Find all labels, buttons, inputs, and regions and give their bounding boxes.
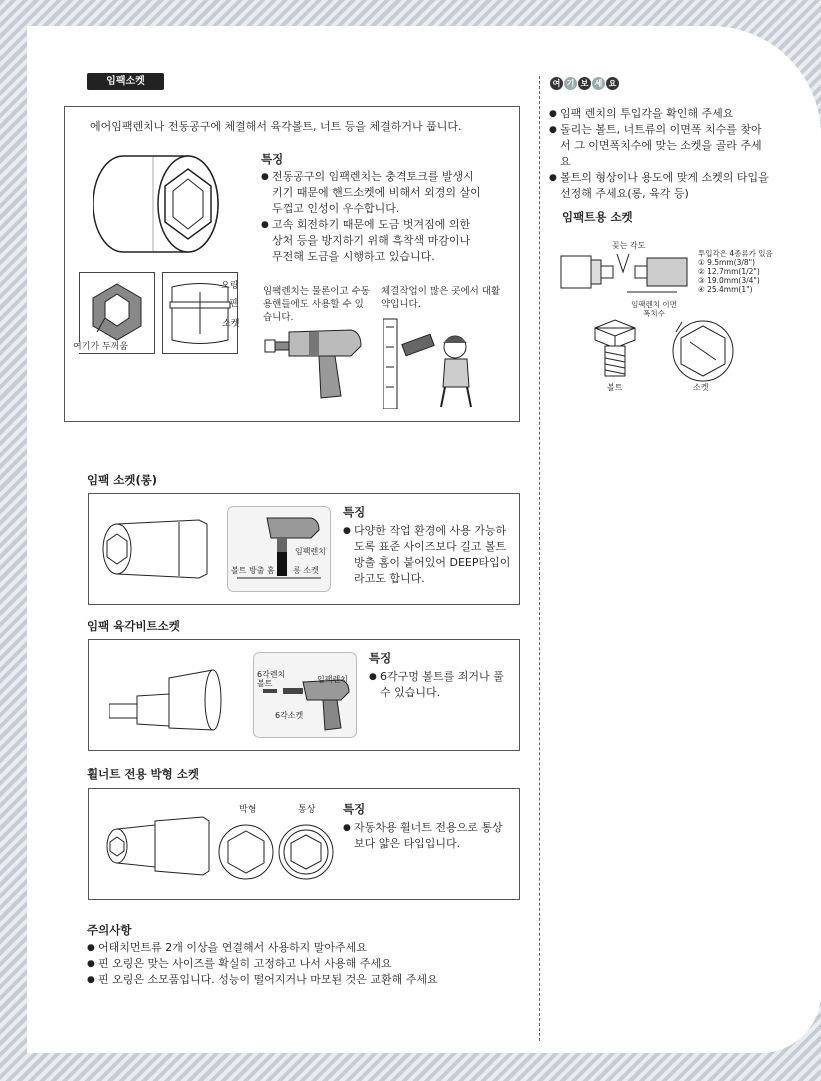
drive-label: 꽂는 각도 [612,241,646,250]
diagram-title: 임팩트용 소켓 [562,210,633,224]
long-img-groove-label: 볼트 방출 홈 [231,566,275,575]
hex-socket-usage-illustration [253,652,357,738]
intro-text: 에어임팩렌치나 전동공구에 체결해서 육각볼트, 너트 등을 체결하거나 풉니다. [90,120,462,133]
caution-title: 주의사항 [87,923,132,937]
wheel-socket-illustration [99,811,219,881]
thickness-label: 여기가 두꺼움 [73,342,129,352]
hex-socket-panel [88,639,520,751]
hex-feature-list [369,669,514,701]
caution-item: ● 핀 오링은 소모품입니다. 성능이 떨어지거나 마모된 것은 교환해 주세요 [87,972,527,988]
impact-socket-panel [64,106,520,422]
oring-label: 오링 [221,281,239,291]
long-socket-panel [88,493,520,605]
long-feature-title: 특징 [343,505,366,519]
work-caption: 체결작업이 많은 곳에서 대활약입니다. [381,286,501,310]
long-feature-list [343,523,513,587]
long-socket-title: 임팩 소켓(롱) [87,473,158,487]
wheel-socket-title: 휠너트 전용 박형 소켓 [87,767,199,781]
main-feature-list [261,169,483,265]
drive-angle-diagram [557,248,697,296]
drive-size-item: ① 9.5mm(3/8") [698,258,756,267]
bolt-illustration [589,318,641,380]
hex-feature-item: ● 6각구멍 볼트를 죄거나 풀 수 있습니다. [369,669,514,701]
main-feature-title: 특징 [261,152,284,166]
socket-face-illustration [670,318,736,384]
long-img-wrench-label: 임팩렌치 [295,547,326,556]
wheel-socket-panel [88,788,520,900]
hex-img-socket-label: 6각소켓 [275,711,304,720]
tip-item: ● 임팩 렌치의 투입각을 확인해 주세요 [549,106,769,122]
header-char: 여 [550,77,563,90]
section-tag: 임팩소켓 [87,73,164,90]
column-divider [539,76,540,1041]
caution-item: ● 어태치먼트류 2개 이상을 연결해서 사용하지 말아주세요 [87,940,527,956]
wheel-feature-item: ● 자동차용 휠너트 전용으로 통상보다 얇은 타입입니다. [343,820,513,852]
page [27,26,821,1053]
wheel-feature-title: 특징 [343,802,366,816]
main-feature-item: ● 고속 회전하기 때문에 도금 벗겨짐에 의한 상처 등을 방지하기 위해 흑착색 마감이나 무전해 도금을 시행하고 있습니다. [261,217,483,265]
tips-header [550,71,620,90]
pin-label: 핀 [229,299,238,309]
hex-bit-socket-illustration [109,660,229,738]
header-char: 기 [564,77,577,90]
bolt-label: 볼트 [607,383,623,392]
long-img-socket-label: 롱 소켓 [293,566,319,575]
hex-feature-title: 특징 [369,651,392,665]
drive-sizes-list [698,258,778,294]
wrench-caption: 임팩렌치는 물론이고 수동용핸들에도 사용할 수 있습니다. [263,286,370,323]
wheel-normal-label: 통상 [298,805,316,815]
across-flats-label: 임팩렌치 이면폭치수 [631,300,677,318]
thin-socket-face-icon [217,823,275,881]
caution-list [87,940,527,988]
tip-item: ● 돌리는 볼트, 너트류의 이면폭 치수를 찾아서 그 이면폭치수에 맞는 소켓을 골라 주세요 [549,122,769,170]
hex-socket-title: 임팩 육각비트소켓 [87,619,180,633]
socket-label: 소켓 [222,319,240,329]
drive-size-item: ④ 25.4mm(1") [698,285,753,294]
long-socket-illustration [99,510,219,588]
tips-list [549,106,769,202]
caution-item: ● 핀 오링은 맞는 사이즈를 확실히 고정하고 나서 사용해 주세요 [87,956,527,972]
tip-item: ● 볼트의 형상이나 용도에 맞게 소켓의 타입을 선정해 주세요(롱, 육각 등) [549,170,769,202]
hex-img-bolt-label: 6각렌치 볼트 [257,670,286,688]
drive-sizes-title: 투입각은 4종류가 있음 [698,249,773,258]
impact-socket-illustration [93,141,243,261]
wheel-feature-list [343,820,513,852]
main-feature-item: ● 전동공구의 임팩렌치는 충격토크를 발생시키기 때문에 핸드소켓에 비해서 외경의 살이 두껍고 인성이 우수합니다. [261,169,483,217]
normal-socket-face-icon [277,823,335,881]
drive-size-item: ③ 19.0mm(3/4") [698,276,760,285]
hex-img-wrench-label: 임팩렌치 [317,675,348,684]
header-char: 보 [578,77,591,90]
socket-face-label: 소켓 [693,383,709,392]
impact-wrench-illustration [263,322,375,402]
header-char: 세 [592,77,605,90]
wheel-thin-label: 박형 [239,805,257,815]
header-char: 요 [606,77,619,90]
drive-size-item: ② 12.7mm(1/2") [698,267,760,276]
long-feature-item: ● 다양한 작업 환경에 사용 가능하도록 표준 사이즈보다 길고 볼트 방출 홈이 붙어있어 DEEP타입이라고도 합니다. [343,523,513,587]
worker-illustration [383,317,493,409]
